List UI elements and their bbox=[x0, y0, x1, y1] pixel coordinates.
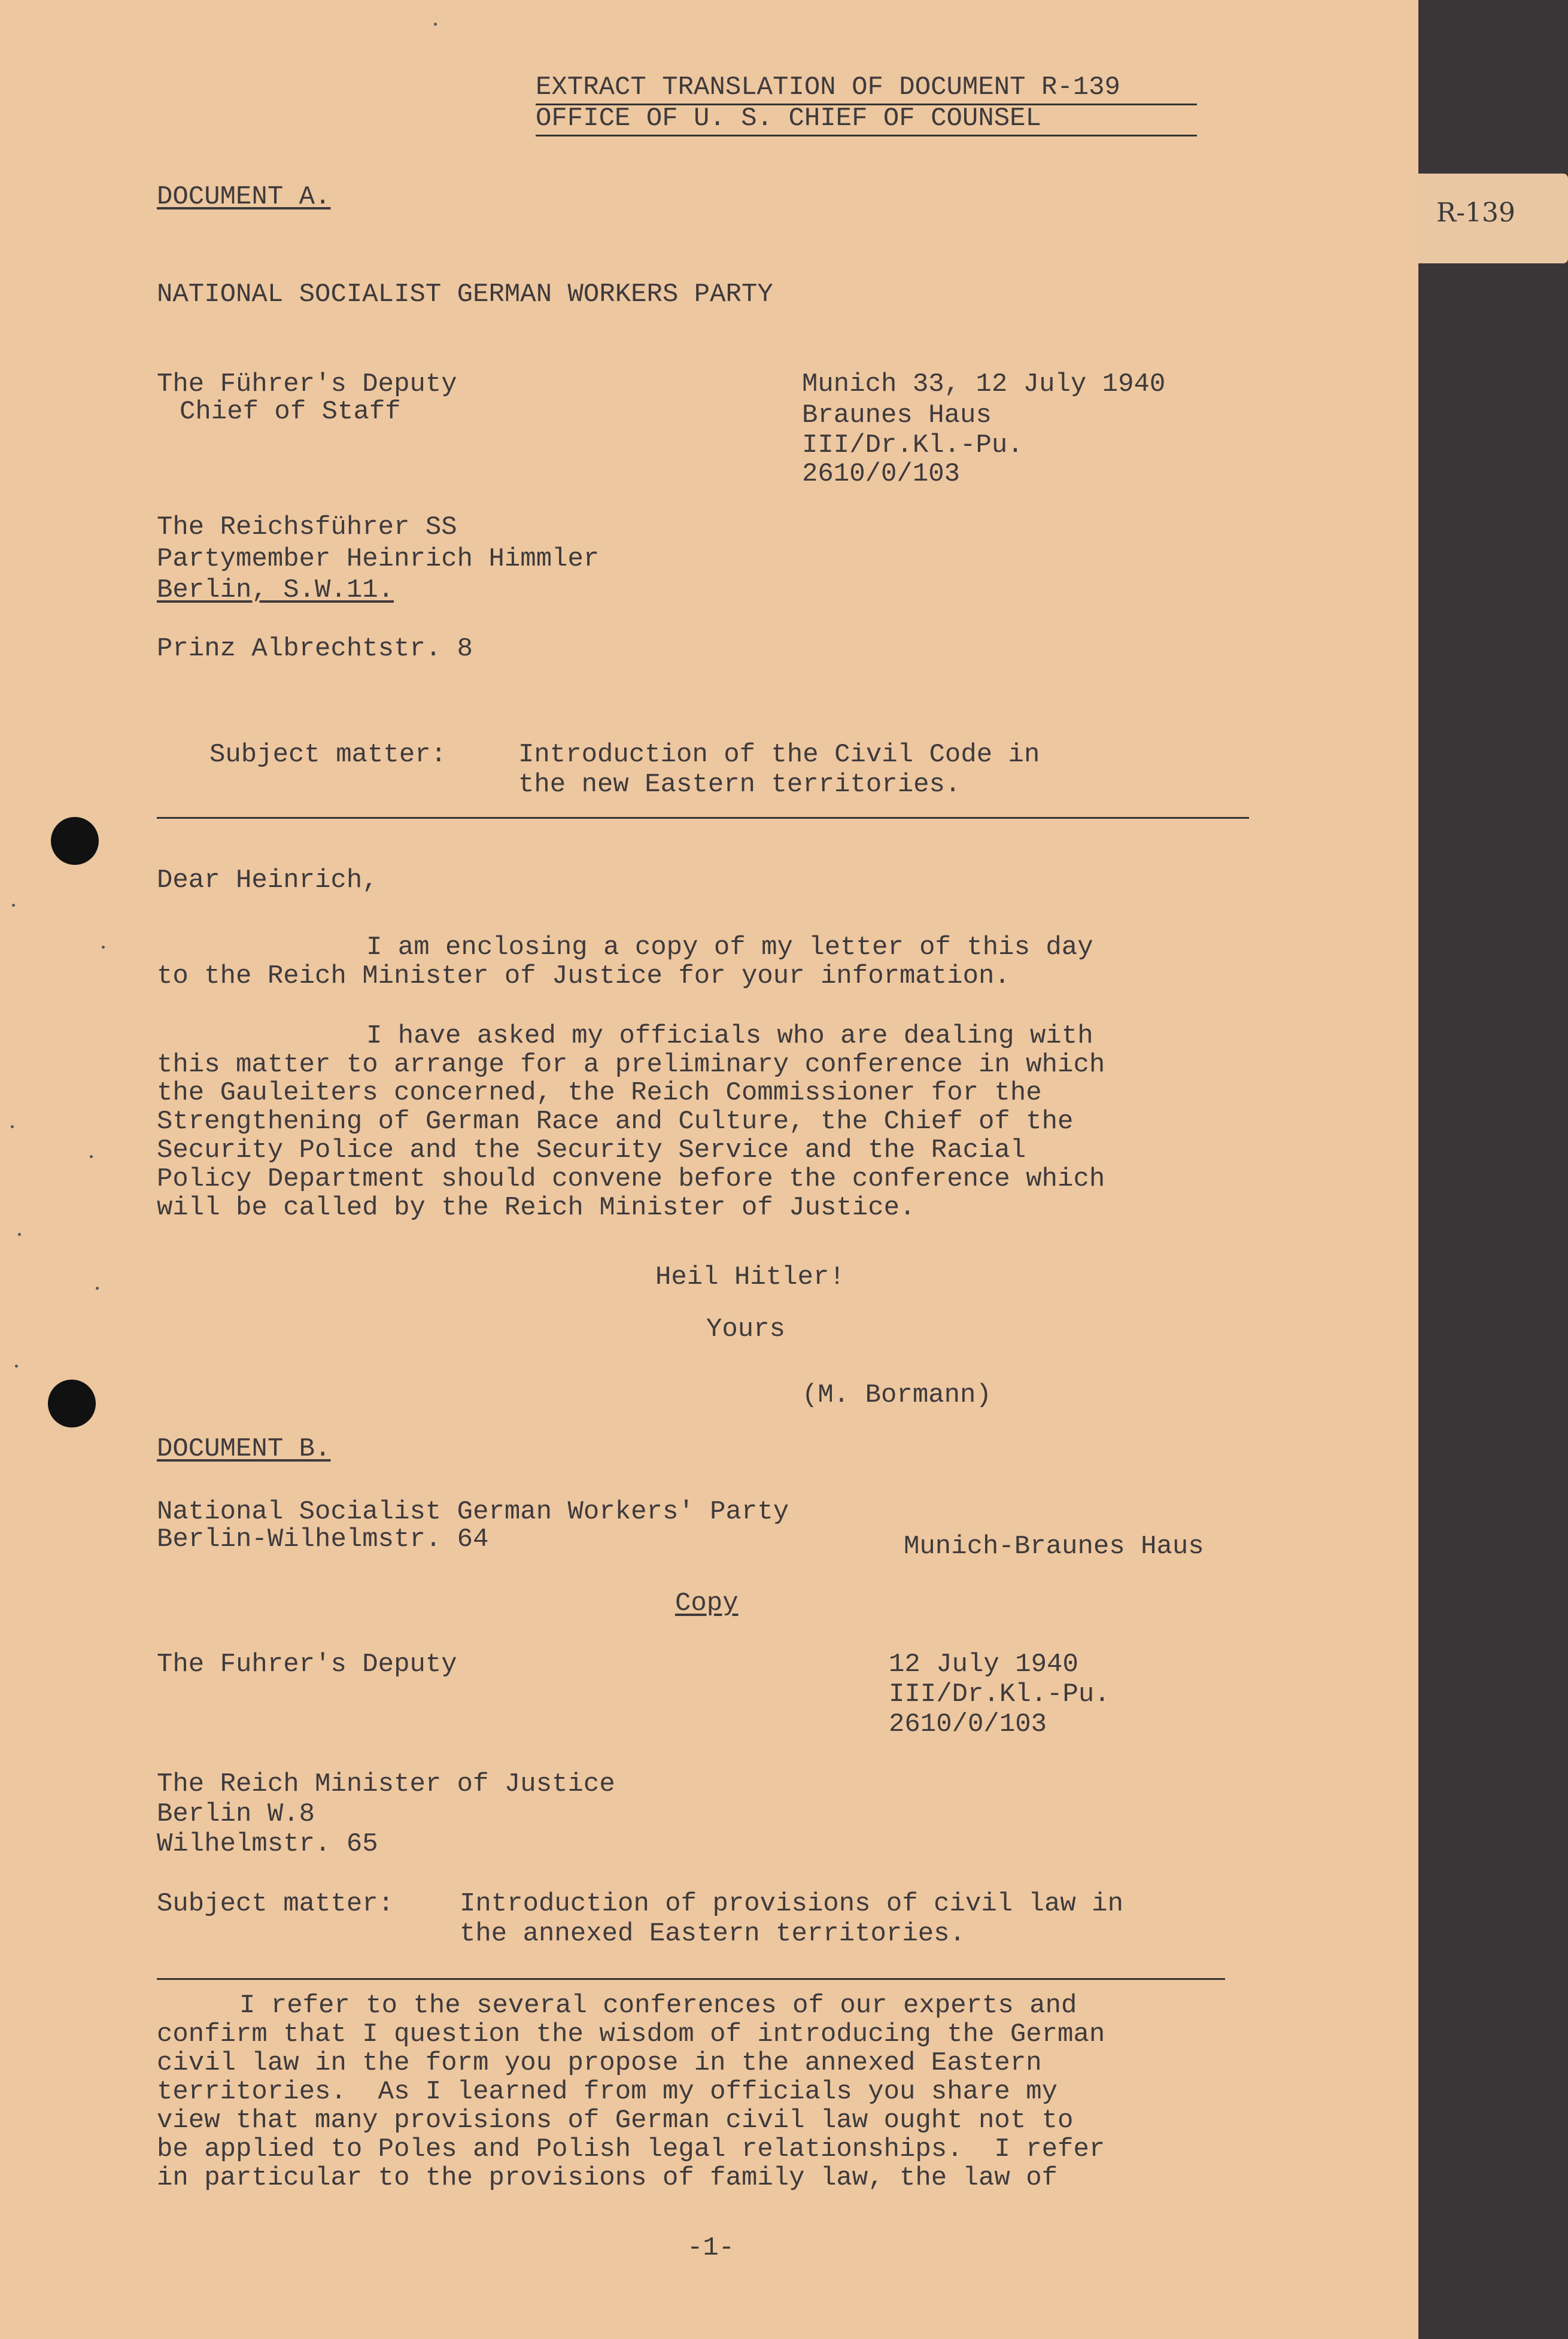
doc-a-para2-line3: the Gauleiters concerned, the Reich Commissioner for the bbox=[157, 1078, 1042, 1108]
background-dark-strip bbox=[1418, 0, 1568, 2339]
doc-b-ref-2: 2610/0/103 bbox=[889, 1709, 1047, 1739]
doc-a-place-house: Braunes Haus bbox=[802, 400, 992, 430]
doc-a-para2-line5: Security Police and the Security Service and the Racial bbox=[157, 1135, 1026, 1165]
doc-a-addressee-3: Berlin, S.W.11. bbox=[157, 575, 394, 605]
doc-b-party-1: National Socialist German Workers' Party bbox=[157, 1497, 789, 1527]
punch-hole-bottom bbox=[48, 1380, 96, 1427]
tab-label: R-139 bbox=[1436, 198, 1515, 228]
doc-a-subject-1: Introduction of the Civil Code in bbox=[518, 740, 1040, 770]
doc-a-salutation: Dear Heinrich, bbox=[157, 865, 378, 895]
doc-a-addressee-1: The Reichsführer SS bbox=[157, 512, 457, 542]
header-office-rule bbox=[536, 135, 1197, 136]
doc-a-para2-line7: will be called by the Reich Minister of Justice. bbox=[157, 1193, 916, 1223]
doc-a-addressee-2: Partymember Heinrich Himmler bbox=[157, 544, 600, 574]
doc-a-subject-label: Subject matter: bbox=[209, 740, 447, 770]
doc-a-para1-line2: to the Reich Minister of Justice for your information. bbox=[157, 961, 1010, 991]
doc-b-subject-label: Subject matter: bbox=[157, 1889, 394, 1919]
doc-a-sender-1: The Führer's Deputy bbox=[157, 369, 457, 399]
doc-a-para1-line1: I am enclosing a copy of my letter of this day bbox=[366, 932, 1093, 962]
doc-b-addressee-2: Berlin W.8 bbox=[157, 1799, 315, 1829]
header-title: EXTRACT TRANSLATION OF DOCUMENT R-139 bbox=[536, 72, 1120, 102]
doc-a-place-date: Munich 33, 12 July 1940 bbox=[802, 369, 1166, 399]
doc-a-ref-2: 2610/0/103 bbox=[802, 459, 961, 489]
doc-b-party-2: Berlin-Wilhelmstr. 64 bbox=[157, 1524, 489, 1554]
doc-b-addressee-3: Wilhelmstr. 65 bbox=[157, 1829, 378, 1859]
doc-b-subject-1: Introduction of provisions of civil law in bbox=[460, 1889, 1123, 1919]
doc-b-body-line6: be applied to Poles and Polish legal relationships. I refer bbox=[157, 2134, 1105, 2164]
header-office: OFFICE OF U. S. CHIEF OF COUNSEL bbox=[536, 104, 1041, 133]
punch-hole-top bbox=[51, 817, 99, 865]
doc-a-para2-line1: I have asked my officials who are dealing with bbox=[366, 1021, 1093, 1051]
doc-a-addressee-4: Prinz Albrechtstr. 8 bbox=[157, 634, 473, 664]
doc-a-subject-2: the new Eastern territories. bbox=[518, 770, 961, 800]
doc-a-ref-1: III/Dr.Kl.-Pu. bbox=[802, 430, 1023, 460]
doc-b-body-line2: confirm that I question the wisdom of introducing the German bbox=[157, 2019, 1105, 2049]
page-number: -1- bbox=[687, 2233, 735, 2263]
doc-a-party: NATIONAL SOCIALIST GERMAN WORKERS PARTY bbox=[157, 280, 773, 309]
doc-b-body-line1: I refer to the several conferences of our experts and bbox=[239, 1991, 1077, 2021]
doc-b-date: 12 July 1940 bbox=[889, 1650, 1078, 1679]
doc-a-para2-line6: Policy Department should convene before the conference which bbox=[157, 1164, 1105, 1194]
doc-b-body-line3: civil law in the form you propose in the annexed Eastern bbox=[157, 2048, 1042, 2078]
doc-b-label: DOCUMENT B. bbox=[157, 1434, 331, 1464]
doc-a-para2-line4: Strengthening of German Race and Culture, the Chief of the bbox=[157, 1107, 1074, 1137]
doc-b-body-line4: territories. As I learned from my officials you share my bbox=[157, 2077, 1058, 2107]
doc-b-subject-rule bbox=[157, 1978, 1225, 1980]
doc-b-place: Munich-Braunes Haus bbox=[904, 1532, 1204, 1562]
doc-b-subject-2: the annexed Eastern territories. bbox=[460, 1919, 965, 1949]
doc-a-subject-rule bbox=[157, 817, 1249, 819]
doc-b-ref-1: III/Dr.Kl.-Pu. bbox=[889, 1679, 1110, 1709]
doc-b-body-line7: in particular to the provisions of family law, the law of bbox=[157, 2163, 1058, 2193]
doc-a-sender-2: Chief of Staff bbox=[180, 397, 401, 427]
doc-a-yours: Yours bbox=[706, 1314, 786, 1344]
doc-b-copy: Copy bbox=[675, 1588, 739, 1618]
doc-a-signature: (M. Bormann) bbox=[802, 1380, 992, 1410]
doc-b-body-line5: view that many provisions of German civil law ought not to bbox=[157, 2106, 1074, 2136]
doc-b-addressee-1: The Reich Minister of Justice bbox=[157, 1769, 615, 1799]
doc-b-sender: The Fuhrer's Deputy bbox=[157, 1650, 457, 1679]
doc-a-para2-line2: this matter to arrange for a preliminary conference in which bbox=[157, 1050, 1105, 1080]
doc-a-label: DOCUMENT A. bbox=[157, 182, 331, 212]
doc-a-closing: Heil Hitler! bbox=[655, 1262, 845, 1292]
